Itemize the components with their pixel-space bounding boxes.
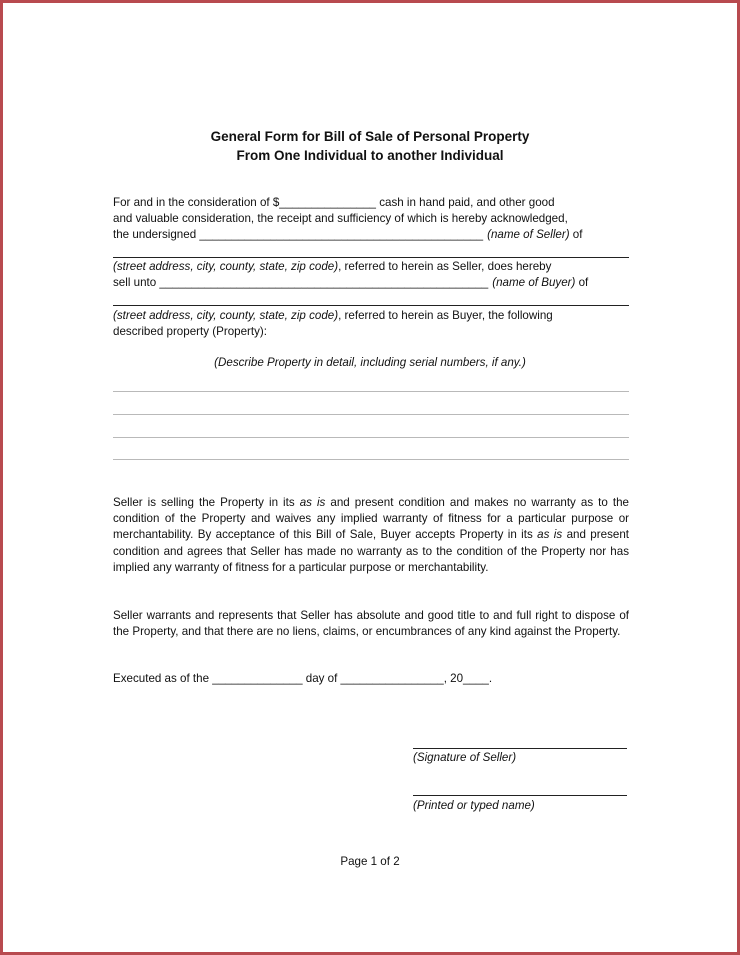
consideration-line-7 [113,324,629,340]
execution-date-line [113,671,629,687]
consideration-line-6 [113,308,629,324]
consideration-line-2 [113,211,629,227]
buyer-address-blank [113,305,629,306]
seller-address-blank [113,257,629,258]
seller-name-hint: (name of Seller) [487,228,570,241]
property-description-line [113,437,629,438]
consideration-text: For and in the consideration of $_______________ cash in hand paid, and other good [113,196,555,209]
printed-name-blank [413,795,627,796]
warranty-disclaimer-paragraph [113,495,629,576]
buyer-address-hint: (street address, city, county, state, zip code) [113,309,339,322]
consideration-line-1 [113,195,629,211]
consideration-line-3 [113,227,629,243]
title-warranty-paragraph: Seller warrants and represents that Seller has absolute and good title to and full right to dispose of the Property, and that there are no liens, claims, or encumbrances of any kind against the Property. [113,609,629,639]
as-is-term: as is [299,496,326,509]
seller-signature-blank [413,748,627,749]
warranty-text: and present condition and makes no warranty as to the condition of the Property and waives any implied warranty of fitness for a particular purpose or merchantability. By acceptance of this Bill of Sale, Buyer accepts Property in its [113,496,629,542]
property-description-line [113,391,629,392]
buyer-name-hint: (name of Buyer) [492,276,576,289]
consideration-text: , referred to herein as Seller, does hereby [338,260,552,273]
seller-name-blank: the undersigned ____________________________________________ [113,228,484,241]
of-text: of [575,276,589,289]
consideration-line-5 [113,275,629,291]
document-page [3,3,737,952]
property-description-line [113,414,629,415]
warranty-text: Seller is selling the Property in its [113,496,300,509]
as-is-term: as is [537,528,563,542]
document-title: General Form for Bill of Sale of Personal Property [210,129,530,144]
consideration-text: and valuable consideration, the receipt and sufficiency of which is hereby acknowledged, [113,212,568,225]
consideration-text: , referred to herein as Buyer, the following [338,309,553,322]
execution-date-text: Executed as of the ______________ day of ________________, 20____. [113,672,493,685]
seller-address-hint: (street address, city, county, state, zip code) [113,260,339,273]
consideration-line-4 [113,259,629,275]
printed-name-label: (Printed or typed name) [413,799,535,812]
describe-property-prompt: (Describe Property in detail, including serial numbers, if any.) [214,356,526,369]
page-number: Page 1 of 2 [340,855,400,868]
document-subtitle: From One Individual to another Individual [236,148,504,163]
of-text: of [569,228,583,241]
seller-signature-label: (Signature of Seller) [413,751,517,764]
buyer-name-blank: sell unto ___________________________________________________ [113,276,489,289]
consideration-text: described property (Property): [113,325,268,338]
warranty-text: and present condition and agrees that Seller has made no warranty as to the condition of the Property nor has implied any warranty of fitness for a particular purpose or merchantability. [113,528,629,574]
property-description-line [113,459,629,460]
